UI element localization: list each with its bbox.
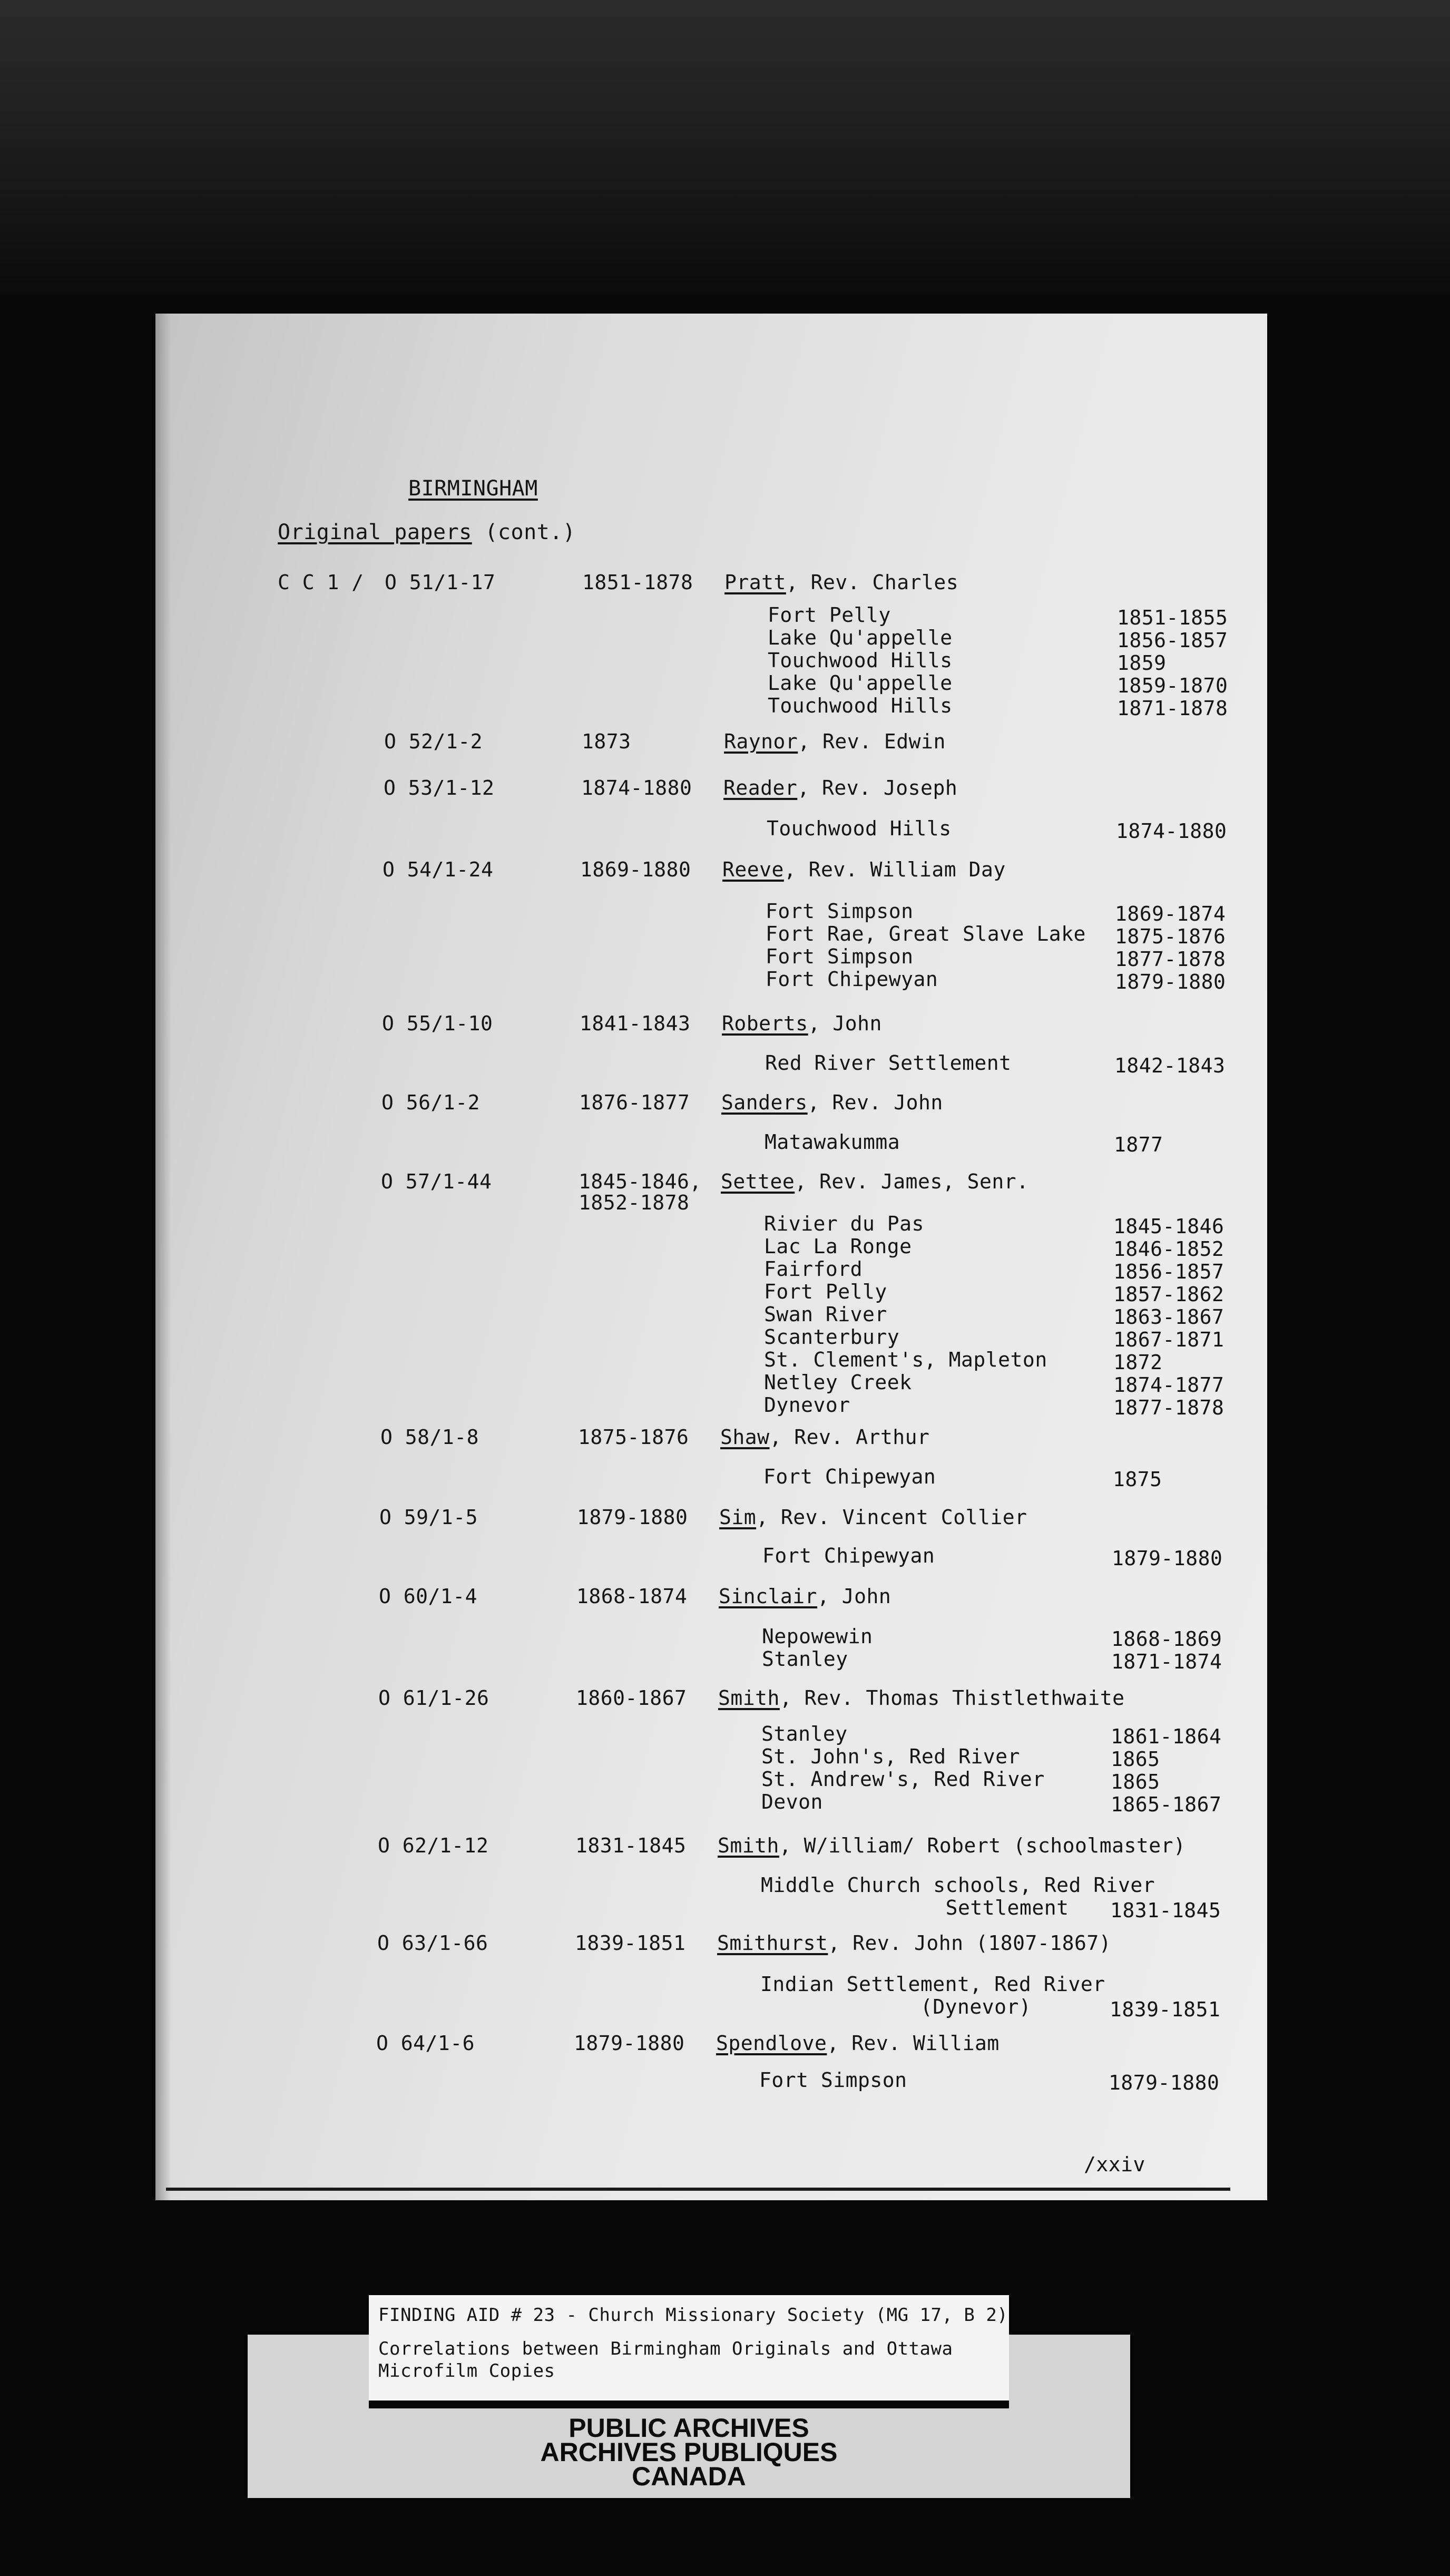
entry-name-line: [717, 1931, 1111, 1955]
place-name: Fort Pelly: [764, 1280, 887, 1303]
entry-surname: Smith: [718, 1686, 780, 1710]
finding-aid-line-2: Correlations between Birmingham Originals and Ottawa: [378, 2338, 953, 2359]
entry-name-line: [724, 571, 958, 594]
subheading: [278, 521, 575, 544]
place-years: 1879-1880: [1109, 2071, 1220, 2094]
entry-title: , Rev. Edwin: [798, 730, 946, 753]
entry-title: , Rev. James, Senr.: [795, 1170, 1029, 1193]
place-name: Settlement: [761, 1896, 1069, 1919]
entry-dates: 1879-1880: [574, 2032, 685, 2055]
place-name: Scanterbury: [764, 1325, 900, 1349]
entry-dates: 1831-1845: [575, 1834, 687, 1857]
place-name: Fort Simpson: [759, 2068, 907, 2092]
place-name: Lake Qu'appelle: [768, 671, 953, 695]
entry-name-line: [719, 1585, 891, 1608]
place-name: Fort Simpson: [766, 945, 914, 968]
entry-dates: 1841-1843: [580, 1012, 691, 1035]
entry-ref: O 56/1-2: [381, 1091, 481, 1114]
entry-surname: Smith: [718, 1834, 779, 1857]
bottom-rule: [166, 2188, 1230, 2191]
entry-dates: 1873: [582, 730, 631, 753]
entry-title: , W/illiam/ Robert (schoolmaster): [779, 1834, 1186, 1857]
entry-surname: Shaw: [720, 1426, 770, 1449]
place-years: 1859-1870: [1117, 674, 1228, 697]
place-years: 1851-1855: [1117, 606, 1228, 629]
subheading-suffix: (cont.): [485, 520, 576, 544]
place-name: Fort Chipewyan: [763, 1465, 936, 1488]
document-page: [155, 314, 1267, 2200]
entry-dates: 1845-1846,: [579, 1170, 702, 1193]
entry-title: , Rev. Thomas Thistlethwaite: [779, 1686, 1125, 1710]
entry-name-line: [721, 1170, 1028, 1193]
place-years: 1845-1846: [1113, 1215, 1224, 1238]
entry-title: , Rev. John: [807, 1091, 943, 1114]
entry-surname: Sim: [719, 1506, 757, 1529]
entry-dates: 1874-1880: [581, 776, 692, 799]
place-years: 1842-1843: [1114, 1054, 1226, 1077]
place-years: 1865: [1111, 1770, 1160, 1793]
place-name: Fort Simpson: [766, 900, 914, 923]
place-name: Dynevor: [764, 1393, 850, 1417]
place-years: 1868-1869: [1111, 1627, 1222, 1651]
place-years: 1861-1864: [1111, 1725, 1222, 1748]
entry-name-line: [721, 1091, 943, 1114]
place-years: 1867-1871: [1113, 1328, 1224, 1351]
place-years: 1877: [1114, 1133, 1163, 1156]
entry-ref: O 62/1-12: [378, 1834, 489, 1857]
place-name: Stanley: [761, 1722, 848, 1745]
entry-name-line: [718, 1686, 1124, 1710]
entry-title: , Rev. Joseph: [797, 776, 958, 799]
place-years: 1874-1880: [1116, 819, 1227, 843]
entry-surname: Reader: [723, 776, 798, 799]
place-years: 1877-1878: [1113, 1396, 1224, 1419]
entry-dates: 1860-1867: [576, 1686, 687, 1710]
entry-ref: O 60/1-4: [379, 1585, 478, 1608]
entry-dates: 1876-1877: [579, 1091, 690, 1114]
place-years: 1871-1878: [1117, 697, 1228, 720]
entry-dates: 1851-1878: [582, 571, 693, 594]
place-name: Rivier du Pas: [764, 1212, 924, 1235]
page-heading: BIRMINGHAM: [408, 476, 538, 501]
place-name: Lac La Ronge: [764, 1235, 912, 1258]
entry-dates: 1879-1880: [577, 1506, 688, 1529]
place-years: 1879-1880: [1115, 970, 1226, 993]
film-top-shade: [0, 0, 1450, 295]
place-years: 1871-1874: [1111, 1650, 1222, 1673]
place-name: Fort Rae, Great Slave Lake: [766, 922, 1086, 945]
page-number: /xxiv: [1084, 2153, 1145, 2176]
entry-ref: O 57/1-44: [381, 1170, 492, 1193]
entry-ref: O 53/1-12: [384, 776, 495, 799]
finding-aid-label: [369, 2295, 1009, 2401]
place-years: 1872: [1113, 1351, 1163, 1374]
entry-name-line: [718, 1834, 1186, 1857]
entry-surname: Raynor: [724, 730, 798, 753]
entry-surname: Roberts: [722, 1012, 808, 1035]
entry-title: , Rev. John (1807-1867): [828, 1931, 1112, 1955]
place-name: Red River Settlement: [765, 1051, 1012, 1075]
subheading-label: Original papers: [278, 520, 472, 544]
entry-dates: 1875-1876: [578, 1426, 689, 1449]
place-years: 1875-1876: [1115, 925, 1226, 948]
entry-name-line: [722, 858, 1006, 881]
place-name: Lake Qu'appelle: [768, 626, 953, 649]
place-years: 1875: [1113, 1468, 1162, 1491]
entry-ref: O 63/1-66: [377, 1931, 488, 1955]
place-name: Stanley: [762, 1647, 848, 1671]
entry-title: , John: [808, 1012, 882, 1035]
place-years: 1865-1867: [1111, 1793, 1222, 1816]
entry-surname: Reeve: [722, 858, 784, 881]
place-years: 1857-1862: [1113, 1283, 1224, 1306]
place-name: Fort Chipewyan: [766, 968, 938, 991]
place-name: Matawakumma: [765, 1130, 900, 1154]
entry-name-line: [719, 1506, 1027, 1529]
place-name: Fort Chipewyan: [762, 1544, 935, 1567]
place-name: Fort Pelly: [768, 603, 891, 627]
entry-name-line: [724, 730, 946, 753]
place-years: 1839-1851: [1110, 1998, 1221, 2021]
place-name: Middle Church schools, Red River: [761, 1874, 1155, 1897]
entry-title: , Rev. William Day: [783, 858, 1006, 881]
entry-ref: O 51/1-17: [385, 571, 496, 594]
series-prefix: C C 1 /: [278, 571, 364, 594]
archives-line-2: ARCHIVES PUBLIQUES: [540, 2437, 838, 2467]
entry-name-line: [723, 776, 957, 799]
entry-name-line: [716, 2032, 1000, 2055]
place-years: 1874-1877: [1113, 1373, 1224, 1397]
entry-dates: 1839-1851: [575, 1931, 686, 1955]
entry-ref: O 64/1-6: [376, 2032, 475, 2055]
finding-aid-line-3: Microfilm Copies: [378, 2360, 555, 2382]
place-years: 1869-1874: [1115, 902, 1226, 925]
place-name: St. Andrew's, Red River: [761, 1768, 1045, 1791]
entry-surname: Pratt: [724, 571, 786, 594]
entry-dates-cont: 1852-1878: [579, 1191, 690, 1214]
entry-title: , Rev. Arthur: [769, 1426, 930, 1449]
place-name: Swan River: [764, 1303, 887, 1326]
place-years: 1877-1878: [1115, 948, 1226, 971]
entry-ref: O 54/1-24: [383, 858, 494, 881]
place-name: Touchwood Hills: [768, 694, 953, 717]
archives-line-1: PUBLIC ARCHIVES: [569, 2413, 809, 2443]
place-name: Netley Creek: [764, 1371, 912, 1394]
place-name: Indian Settlement, Red River: [760, 1973, 1105, 1996]
place-years: 1879-1880: [1112, 1547, 1223, 1570]
entry-title: , John: [817, 1585, 891, 1608]
entry-surname: Sanders: [721, 1091, 808, 1114]
finding-aid-line-1: FINDING AID # 23 - Church Missionary Society (MG 17, B 2): [378, 2305, 1008, 2326]
entry-name-line: [720, 1426, 929, 1449]
entry-ref: O 55/1-10: [382, 1012, 493, 1035]
entry-surname: Smithurst: [717, 1931, 828, 1955]
entry-surname: Settee: [721, 1170, 795, 1193]
entry-ref: O 58/1-8: [380, 1426, 479, 1449]
place-years: 1865: [1111, 1748, 1160, 1771]
entry-surname: Spendlove: [716, 2032, 827, 2055]
entry-ref: O 52/1-2: [384, 730, 483, 753]
entry-title: , Rev. William: [827, 2032, 1000, 2055]
entry-title: , Rev. Vincent Collier: [756, 1506, 1027, 1529]
entry-title: , Rev. Charles: [786, 571, 959, 594]
place-name: Touchwood Hills: [768, 649, 953, 672]
place-name: Nepowewin: [762, 1625, 873, 1648]
page-edge-shadow: [155, 314, 171, 2200]
archives-line-3: CANADA: [632, 2462, 746, 2491]
place-years: 1859: [1117, 651, 1167, 675]
place-years: 1863-1867: [1113, 1305, 1224, 1329]
place-name: Touchwood Hills: [767, 817, 952, 840]
place-name: (Dynevor): [760, 1995, 1032, 2018]
place-name: St. John's, Red River: [761, 1745, 1020, 1768]
place-name: Fairford: [764, 1257, 863, 1281]
entry-ref: O 61/1-26: [378, 1686, 489, 1710]
place-name: St. Clement's, Mapleton: [764, 1348, 1047, 1371]
entry-dates: 1869-1880: [580, 858, 691, 881]
place-years: 1856-1857: [1117, 629, 1228, 652]
entry-surname: Sinclair: [719, 1585, 818, 1608]
place-name: Devon: [761, 1790, 823, 1813]
entry-ref: O 59/1-5: [379, 1506, 478, 1529]
place-years: 1831-1845: [1110, 1899, 1221, 1922]
place-years: 1846-1852: [1113, 1237, 1224, 1261]
place-years: 1856-1857: [1113, 1260, 1224, 1283]
entry-dates: 1868-1874: [576, 1585, 688, 1608]
entry-name-line: [722, 1012, 882, 1035]
